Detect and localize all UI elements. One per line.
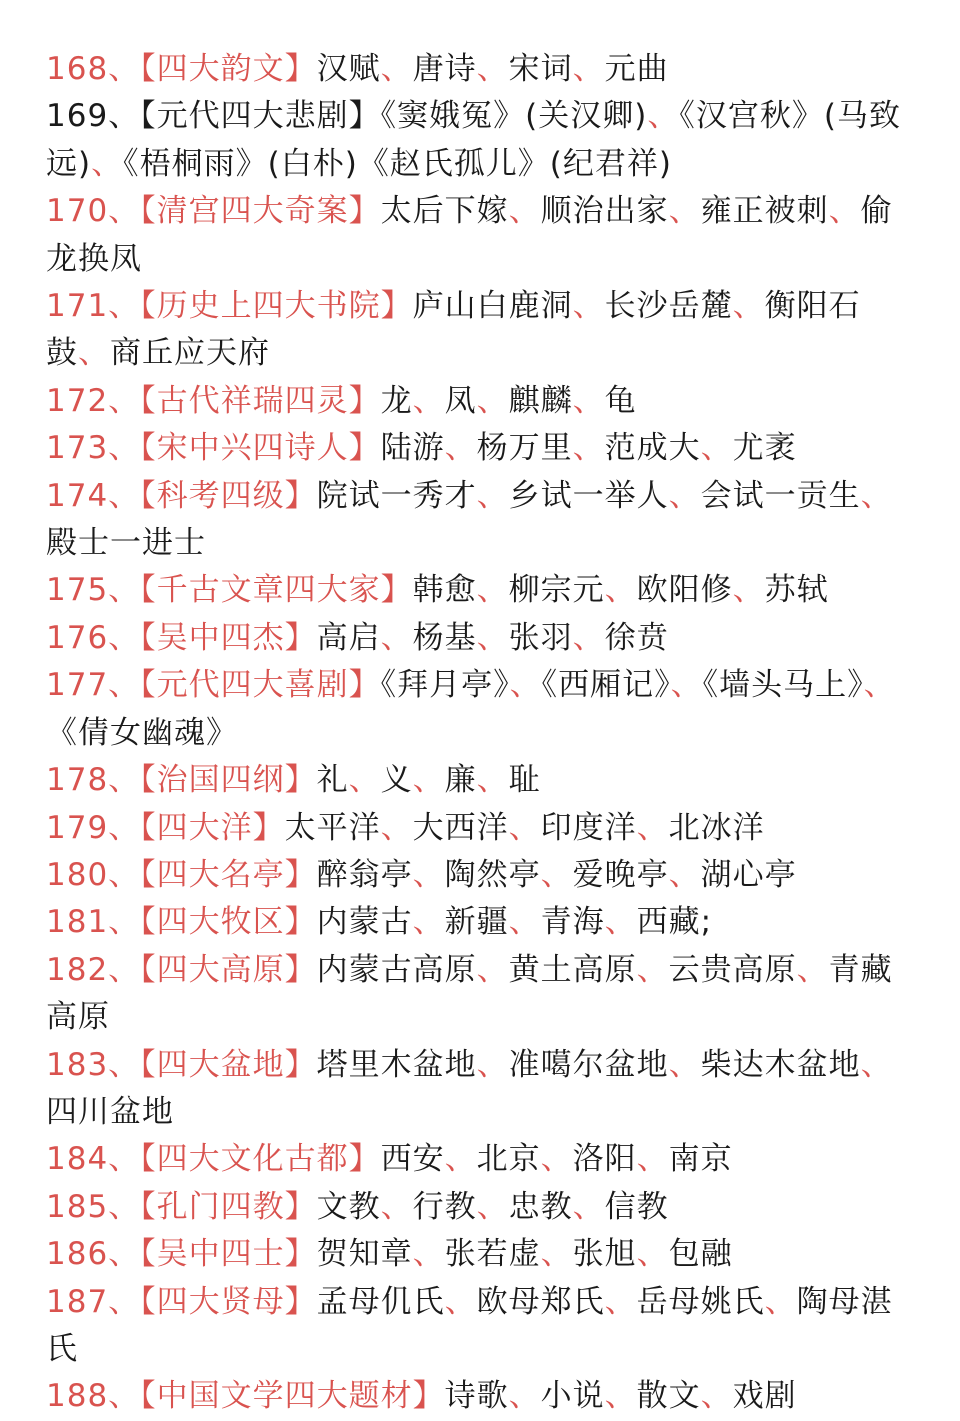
entry-item: 殿士一进士 [46,525,206,562]
entry-separator: 、 [380,619,413,656]
entry-item: 徐贲 [604,619,669,656]
entry-separator: 、 [444,430,477,467]
entry-separator: 、 [508,1378,541,1415]
entry-number: 171、 [46,288,141,325]
entry-title: 【古代祥瑞四灵】 [140,382,381,419]
list-item [46,852,920,899]
entry-number: 181、 [46,904,141,941]
entry-separator: 、 [476,572,509,609]
entry-number: 177、 [46,667,141,704]
entry-separator: 、 [572,51,605,87]
entry-item: 黄土高原 [508,951,637,988]
entry-separator: 、 [732,572,765,609]
entry-separator: 、 [444,1141,477,1178]
entry-item: 《梧桐雨》(白朴) [123,145,358,182]
entry-item: 《西厢记》 [541,667,671,704]
entry-separator: 、 [412,904,445,941]
entry-number: 174、 [46,477,141,514]
list-item [46,567,920,614]
entry-separator: 、 [700,1378,733,1415]
entry-item: 廉 [444,762,477,799]
entry-title: 【四大名亭】 [140,856,317,893]
entry-item: 北京 [476,1141,541,1178]
entry-item: 陶然亭 [444,856,541,893]
entry-title: 【四大盆地】 [140,1046,317,1083]
entry-separator: 、 [540,1141,573,1178]
entry-item: 长沙岳麓 [604,288,733,325]
entry-item: 包融 [668,1236,733,1273]
entry-item: 岳母姚氏 [636,1283,765,1320]
entry-title: 【清宫四大奇案】 [140,193,381,230]
entry-item: 《拜月亭》 [380,667,510,704]
list-item [46,615,920,662]
entry-number: 183、 [46,1046,141,1083]
entry-number: 175、 [46,572,141,609]
entry-item: 商丘应天府 [110,335,270,372]
entry-item: 偷龙换凤 [46,193,893,277]
entry-item: 柴达木盆地 [700,1046,861,1083]
entry-number: 180、 [46,856,141,893]
entry-separator: 、 [476,951,509,988]
entry-number: 185、 [46,1188,141,1225]
entry-separator: 、 [508,809,541,846]
entry-item: 散文 [636,1378,701,1415]
entry-separator: 、 [91,145,124,182]
entry-item: 院试一秀才 [316,477,477,514]
entry-number: 172、 [46,382,141,419]
entry-number: 188、 [46,1378,141,1415]
entry-title: 【孔门四教】 [140,1188,317,1225]
entry-item: 元曲 [604,51,669,87]
entry-separator: 、 [540,1236,573,1273]
entry-item: 信教 [604,1188,669,1225]
entry-item: 雍正被刺 [700,193,829,230]
entry-separator: 、 [476,382,509,419]
entry-separator: 、 [828,193,861,230]
entry-number: 182、 [46,951,141,988]
list-item [46,46,920,93]
entry-title: 【四大贤母】 [140,1283,317,1320]
entry-item: 张若虚 [444,1236,541,1273]
entry-separator: 、 [604,904,637,941]
entry-item: 文教 [316,1188,381,1225]
entry-item: 太后下嫁 [380,193,509,230]
entry-separator: 、 [412,382,445,419]
list-item [46,662,920,757]
entry-separator: 、 [476,1046,509,1083]
entry-item: 湖心亭 [700,856,797,893]
entry-separator: 、 [572,382,605,419]
entry-separator: 、 [348,762,381,799]
entry-separator: 、 [700,430,733,467]
entry-title: 【四大文化古都】 [140,1141,381,1178]
entry-item: 小说 [540,1378,605,1415]
entry-separator: 、 [476,477,509,514]
entry-title: 【治国四纲】 [140,762,317,799]
entry-item: 内蒙古高原 [316,951,477,988]
entry-title: 【中国文学四大题材】 [140,1378,445,1415]
entry-item: 陶母湛氏 [46,1283,893,1367]
entry-item: 耻 [508,762,541,799]
entry-item: 太平洋 [284,809,381,846]
entry-separator: 、 [509,667,542,704]
entry-separator: 、 [636,951,669,988]
entry-list [46,46,920,1421]
entry-title: 【四大高原】 [140,951,317,988]
entry-title: 【四大洋】 [140,809,285,846]
entry-separator: 、 [508,193,541,230]
entry-title: 【元代四大喜剧】 [140,667,381,704]
entry-item: 《倩女幽魂》 [46,714,238,751]
entry-item: 《汉宫秋》(马致远) [46,98,901,182]
entry-item: 唐诗 [412,51,477,87]
entry-item: 龟 [604,382,637,419]
list-item [46,378,920,425]
entry-item: 苏轼 [764,572,829,609]
entry-separator: 、 [796,951,829,988]
entry-item: 礼 [316,762,349,799]
entry-separator: 、 [412,762,445,799]
entry-item: 顺治出家 [540,193,669,230]
entry-separator: 、 [604,1283,637,1320]
list-item [46,425,920,472]
entry-item: 义 [380,762,413,799]
entry-number: 178、 [46,762,141,799]
entry-separator: 、 [572,288,605,325]
entry-separator: 、 [476,51,509,87]
entry-separator: 、 [380,809,413,846]
entry-item: 范成大 [604,430,701,467]
entry-separator: 、 [863,667,896,704]
list-item [46,93,920,188]
entry-item: 麒麟 [508,382,573,419]
entry-item: 张羽 [508,619,573,656]
list-item [46,805,920,852]
entry-item: 尤袤 [732,430,797,467]
entry-title: 【千古文章四大家】 [140,572,413,609]
entry-item: 大西洋 [412,809,509,846]
entry-separator: 、 [540,856,573,893]
entry-separator: 、 [668,1046,701,1083]
list-item [46,473,920,568]
list-item [46,1373,920,1420]
entry-separator: 、 [444,1283,477,1320]
entry-item: 西安 [380,1141,445,1178]
list-item [46,1042,920,1137]
entry-title: 【四大牧区】 [140,904,317,941]
list-item [46,1279,920,1374]
entry-item: 《赵氏孤儿》(纪君祥) [357,145,672,182]
entry-item: 青海 [540,904,605,941]
list-item [46,283,920,378]
entry-item: 韩愈 [412,572,477,609]
entry-number: 187、 [46,1283,141,1320]
entry-separator: 、 [668,477,701,514]
entry-separator: 、 [636,809,669,846]
entry-item: 《窦娥冤》(关汉卿) [380,98,648,135]
entry-item: 张旭 [572,1236,637,1273]
entry-number: 186、 [46,1236,141,1273]
entry-item: 欧母郑氏 [476,1283,605,1320]
entry-title: 【元代四大悲剧】 [140,98,381,135]
entry-separator: 、 [647,98,680,135]
entry-item: 衡阳石鼓 [46,288,861,372]
entry-separator: 、 [78,335,110,372]
entry-separator: 、 [636,1236,669,1273]
entry-item: 杨基 [412,619,477,656]
entry-item: 凤 [444,382,477,419]
entry-item: 新疆 [444,904,509,941]
entry-item: 准噶尔盆地 [508,1046,669,1083]
entry-item: 忠教 [508,1188,573,1225]
entry-item: 乡试一举人 [508,477,669,514]
list-item [46,1231,920,1278]
entry-number: 176、 [46,619,141,656]
entry-separator: 、 [636,1141,669,1178]
entry-title: 【吴中四杰】 [140,619,317,656]
entry-separator: 、 [732,288,765,325]
entry-item: 爱晚亭 [572,856,669,893]
list-item [46,947,920,1042]
entry-item: 南京 [668,1141,733,1178]
entry-separator: 、 [860,477,893,514]
entry-item: 龙 [380,382,413,419]
entry-separator: 、 [476,762,509,799]
entry-item: 汉赋 [316,51,381,87]
entry-item: 欧阳修 [636,572,733,609]
entry-item: 内蒙古 [316,904,413,941]
entry-separator: 、 [412,1236,445,1273]
entry-number: 173、 [46,430,141,467]
entry-separator: 、 [572,430,605,467]
entry-item: 青藏高原 [46,951,893,1036]
entry-separator: 、 [764,1283,797,1320]
entry-separator: 、 [412,856,445,893]
entry-title: 【宋中兴四诗人】 [140,430,381,467]
entry-separator: 、 [476,619,509,656]
entry-number: 169、 [46,98,141,135]
entry-number: 168、 [46,51,141,87]
entry-separator: 、 [604,1378,637,1415]
entry-title: 【科考四级】 [140,477,317,514]
entry-title: 【历史上四大书院】 [140,288,413,325]
entry-item: 高启 [316,619,381,656]
entry-item: 云贵高原 [668,951,797,988]
entry-item: 杨万里 [476,430,573,467]
entry-number: 170、 [46,193,141,230]
list-item [46,757,920,804]
entry-title: 【吴中四士】 [140,1236,317,1273]
entry-item: 醉翁亭 [316,856,413,893]
entry-item: 陆游 [380,430,445,467]
entry-number: 184、 [46,1141,141,1178]
entry-separator: 、 [572,1188,605,1225]
entry-item: 贺知章 [316,1236,413,1273]
entry-separator: 、 [668,193,701,230]
entry-separator: 、 [860,1046,893,1083]
list-item [46,1184,920,1231]
entry-number: 179、 [46,809,141,846]
entry-separator: 、 [572,619,605,656]
entry-separator: 、 [604,572,637,609]
entry-item: 宋词 [508,51,573,87]
entry-item: 印度洋 [540,809,637,846]
entry-title: 【四大韵文】 [140,51,317,87]
list-item [46,1136,920,1183]
entry-separator: 、 [476,1188,509,1225]
entry-item: 北冰洋 [668,809,765,846]
entry-item: 孟母仉氏 [316,1283,445,1320]
entry-item: 戏剧 [732,1378,797,1415]
entry-separator: 、 [670,667,703,704]
entry-item: 四川盆地 [46,1093,174,1130]
entry-separator: 、 [380,1188,413,1225]
list-item [46,188,920,283]
entry-item: 塔里木盆地 [316,1046,477,1083]
entry-item: 会试一贡生 [700,477,861,514]
entry-item: 柳宗元 [508,572,605,609]
entry-item: 西藏; [636,904,713,941]
entry-item: 庐山白鹿洞 [412,288,573,325]
entry-item: 行教 [412,1188,477,1225]
entry-separator: 、 [668,856,701,893]
list-item [46,899,920,946]
entry-separator: 、 [380,51,413,87]
entry-item: 《墙头马上》 [702,667,864,704]
entry-separator: 、 [508,904,541,941]
entry-item: 诗歌 [444,1378,509,1415]
entry-item: 洛阳 [572,1141,637,1178]
